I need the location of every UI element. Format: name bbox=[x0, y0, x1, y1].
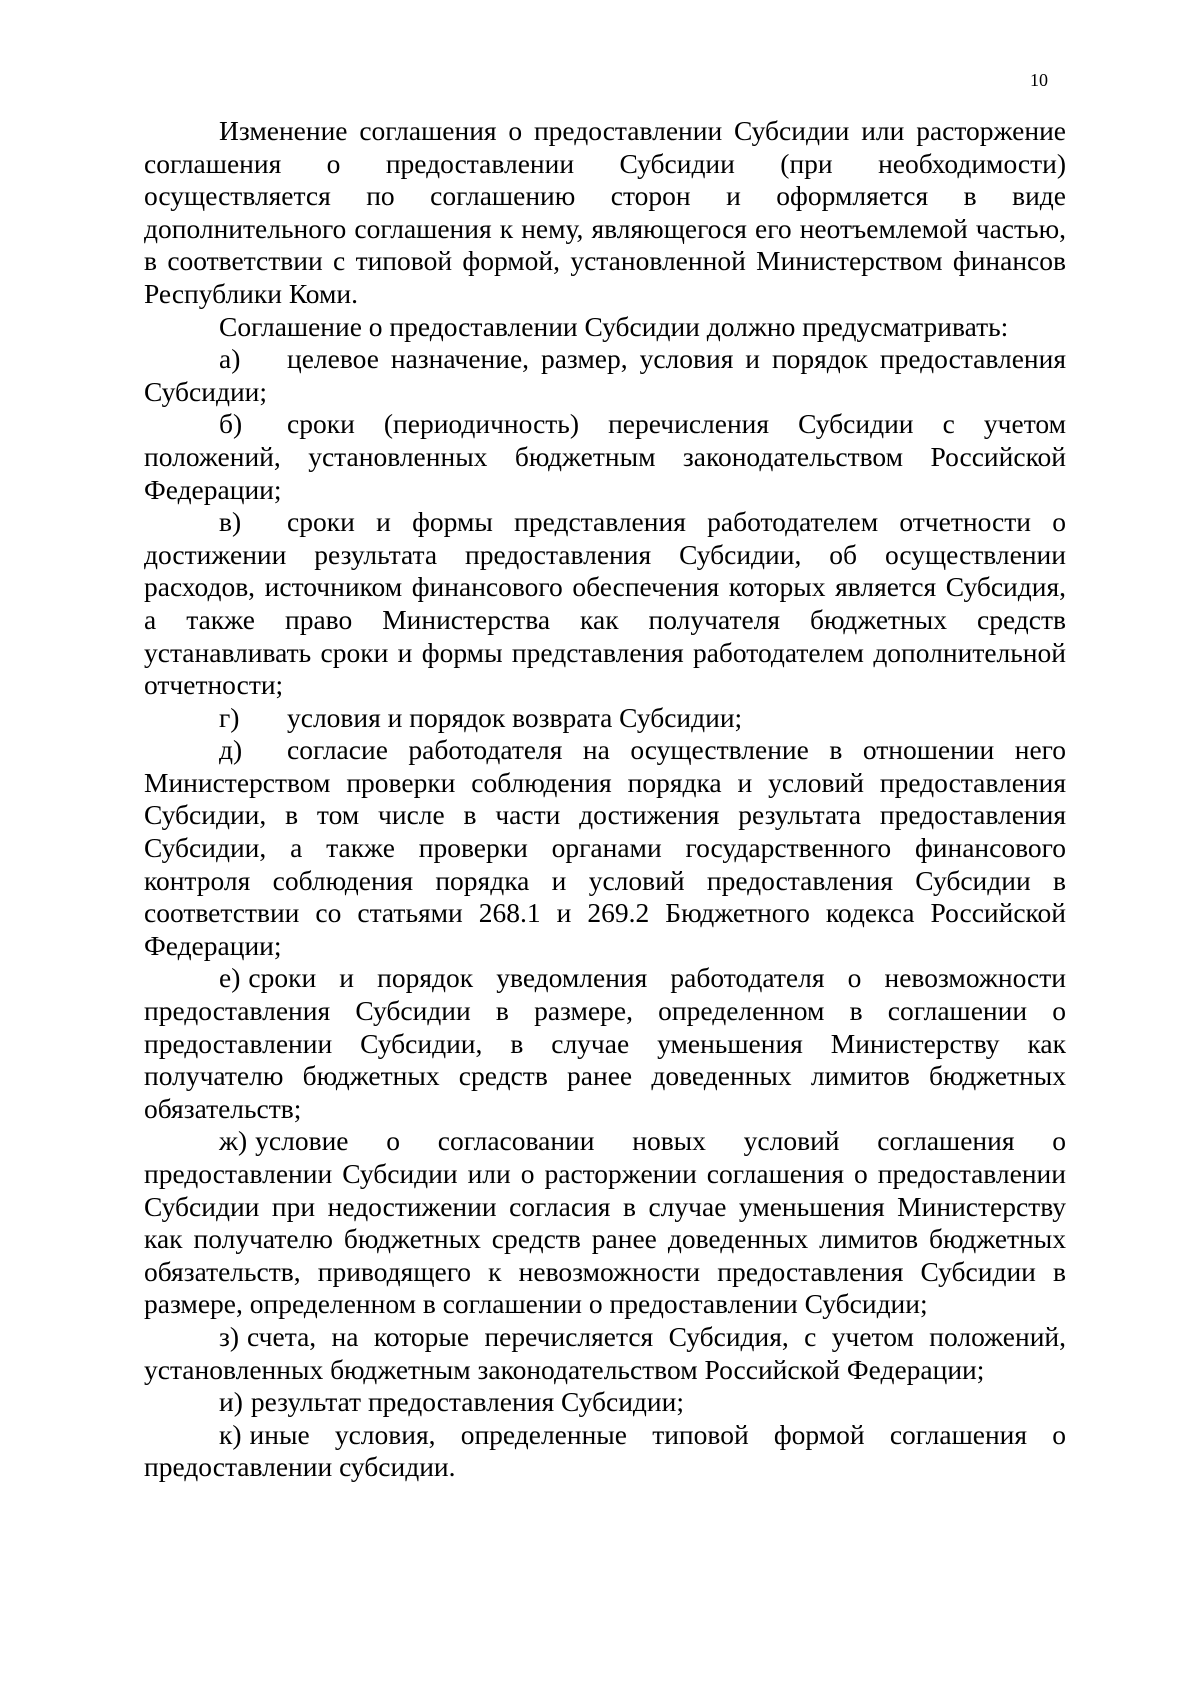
list-marker: з) bbox=[219, 1320, 240, 1352]
list-item bbox=[144, 506, 1066, 702]
list-item-text: сроки и порядок уведомления работодателя о невозможности предоставления Субсидии в размере, определенном в соглашении о предоставлении Субсидии, в случае уменьшения Министерству как получателю бюджетных средств ранее доведенных лимитов бюджетных обязательств; bbox=[144, 962, 1066, 1124]
list-marker: и) bbox=[219, 1386, 243, 1418]
list-item-text: целевое назначение, размер, условия и порядок предоставления Субсидии; bbox=[144, 343, 1066, 407]
list-item bbox=[144, 734, 1066, 962]
paragraph-agreement-terms: Соглашение о предоставлении Субсидии должно предусматривать: bbox=[219, 310, 1009, 342]
list-marker: в) bbox=[219, 506, 242, 538]
list-item bbox=[144, 962, 1066, 1125]
document-body bbox=[144, 115, 1066, 1484]
paragraph-agreement-change: Изменение соглашения о предоставлении Субсидии или расторжение соглашения о предоставлении Субсидии (при необходимости) осуществляется по соглашению сторон и оформляется в виде дополнительного соглашения к нему, являющегося его неотъемлемой частью, в соответствии с типовой формой, установленной Министерством финансов Республики Коми. bbox=[144, 115, 1066, 309]
list-marker: б) bbox=[219, 408, 243, 440]
list-marker: а) bbox=[219, 343, 241, 375]
list-marker: к) bbox=[219, 1418, 242, 1450]
list-item bbox=[144, 408, 1066, 506]
list-marker: д) bbox=[219, 734, 243, 766]
list-item-text: сроки (периодичность) перечисления Субсидии с учетом положений, установленных бюджетным законодательством Российской Федерации; bbox=[144, 408, 1066, 505]
list-item bbox=[144, 1321, 1066, 1386]
list-item bbox=[144, 1125, 1066, 1321]
page-number: 10 bbox=[1030, 70, 1048, 90]
list-item bbox=[144, 1386, 1066, 1419]
list-item-text: условия и порядок возврата Субсидии; bbox=[287, 701, 743, 733]
list-item-text: иные условия, определенные типовой формой соглашения о предоставлении субсидии. bbox=[144, 1418, 1066, 1483]
list-marker: е) bbox=[219, 962, 241, 994]
list-item-text: согласие работодателя на осуществление в отношении него Министерством проверки соблюдения порядка и условий предоставления Субсидии, в том числе в части достижения результата предоставления Субсидии, а также проверки органами государственного финансового контроля соблюдения порядка и условий предоставления Субсидии в соответствии со статьями 268.1 и 269.2 Бюджетного кодекса Российской Федерации; bbox=[144, 734, 1066, 961]
list-item bbox=[144, 702, 1066, 735]
list-item-text: результат предоставления Субсидии; bbox=[250, 1386, 684, 1418]
list-item-text: условие о согласовании новых условий соглашения о предоставлении Субсидии или о расторжении соглашения о предоставлении Субсидии при недостижении согласия в случае уменьшения Министерству как получателю бюджетных средств ранее доведенных лимитов бюджетных обязательств, приводящего к невозможности предоставления Субсидии в размере, определенном в соглашении о предоставлении Субсидии; bbox=[144, 1125, 1066, 1320]
list-marker: г) bbox=[219, 701, 240, 733]
list-item-text: сроки и формы представления работодателем отчетности о достижении результата предоставления Субсидии, об осуществлении расходов, источником финансового обеспечения которых является Субсидия, а также право Министерства как получателя бюджетных средств устанавливать сроки и формы представления работодателем дополнительной отчетности; bbox=[144, 506, 1066, 701]
list-item bbox=[144, 343, 1066, 408]
list-marker: ж) bbox=[219, 1125, 248, 1157]
list-item bbox=[144, 1419, 1066, 1484]
list-item-text: счета, на которые перечисляется Субсидия, с учетом положений, установленных бюджетным законодательством Российской Федерации; bbox=[144, 1320, 1066, 1385]
